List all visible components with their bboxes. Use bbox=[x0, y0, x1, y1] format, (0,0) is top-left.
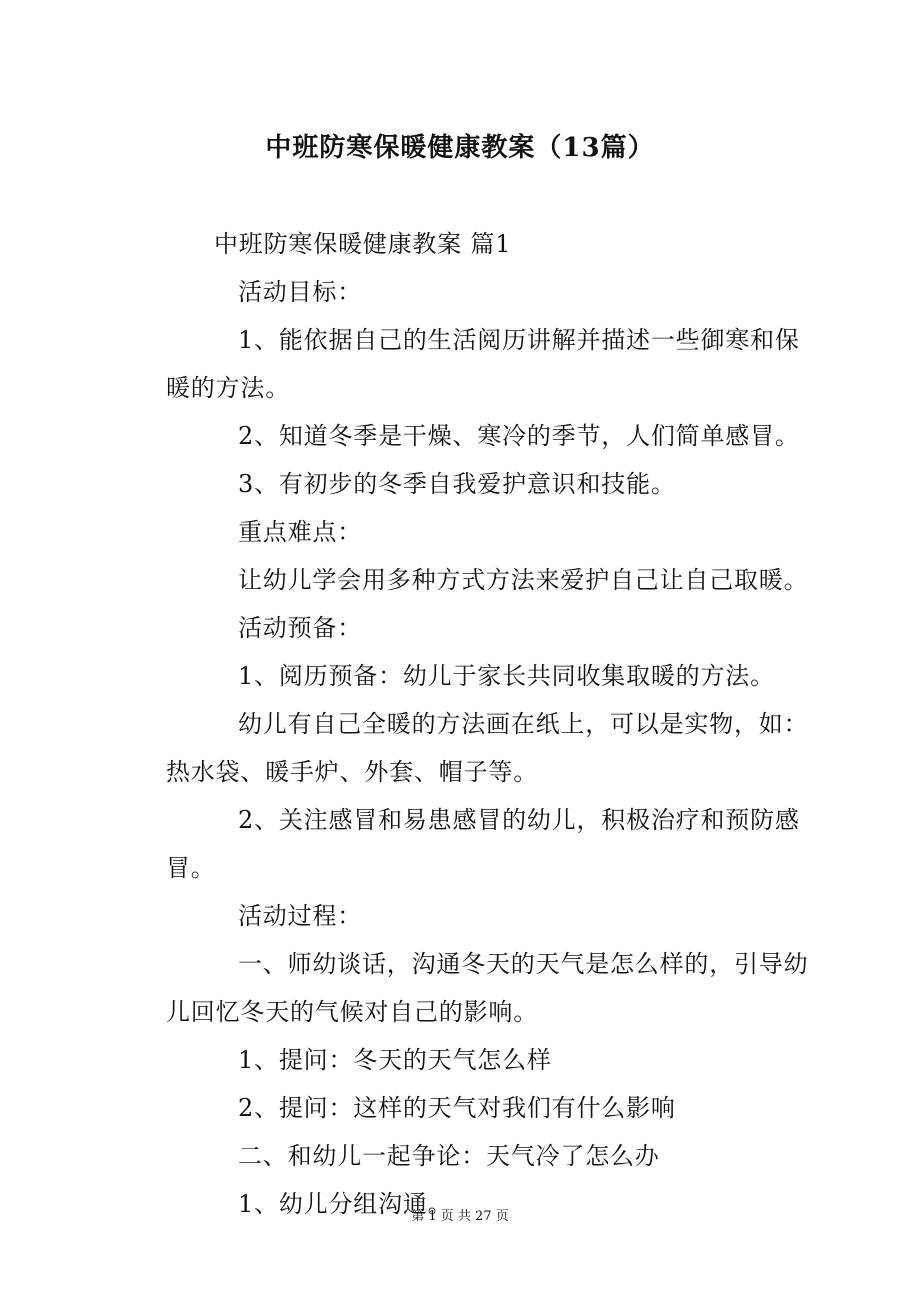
paragraph: 幼儿有自己全暖的方法画在纸上，可以是实物，如：热水袋、暖手炉、外套、帽子等。 bbox=[166, 710, 809, 786]
paragraph: 2、关注感冒和易患感冒的幼儿，积极治疗和预防感冒。 bbox=[166, 806, 800, 882]
paragraph: 活动目标： bbox=[238, 278, 362, 306]
paragraph: 二、和幼儿一起争论：天气冷了怎么办 bbox=[238, 1142, 660, 1170]
section-heading: 中班防寒保暖健康教案 篇1 bbox=[214, 230, 512, 258]
page-number-footer: 第 1 页 共 27 页 bbox=[411, 1209, 509, 1224]
paragraph: 让幼儿学会用多种方式方法来爱护自己让自己取暖。 bbox=[238, 566, 809, 594]
paragraph: 活动过程： bbox=[238, 902, 362, 930]
paragraph: 2、提问：这样的天气对我们有什么影响 bbox=[238, 1094, 676, 1122]
document-body bbox=[166, 220, 816, 1228]
paragraph: 1、幼儿分组沟通。 bbox=[238, 1190, 453, 1218]
paragraph: 1、提问：冬天的天气怎么样 bbox=[238, 1046, 552, 1074]
paragraph: 1、阅历预备：幼儿于家长共同收集取暖的方法。 bbox=[238, 662, 775, 690]
document-title: 中班防寒保暖健康教案（13篇） bbox=[265, 133, 655, 163]
paragraph: 重点难点： bbox=[238, 518, 362, 546]
paragraph: 一、师幼谈话，沟通冬天的天气是怎么样的，引导幼儿回忆冬天的气候对自己的影响。 bbox=[166, 950, 809, 1026]
paragraph: 1、能依据自己的生活阅历讲解并描述一些御寒和保暖的方法。 bbox=[166, 326, 800, 402]
paragraph: 2、知道冬季是干燥、寒冷的季节，人们简单感冒。 bbox=[238, 422, 800, 450]
paragraph: 3、有初步的冬季自我爱护意识和技能。 bbox=[238, 470, 676, 498]
paragraph: 活动预备： bbox=[238, 614, 362, 642]
